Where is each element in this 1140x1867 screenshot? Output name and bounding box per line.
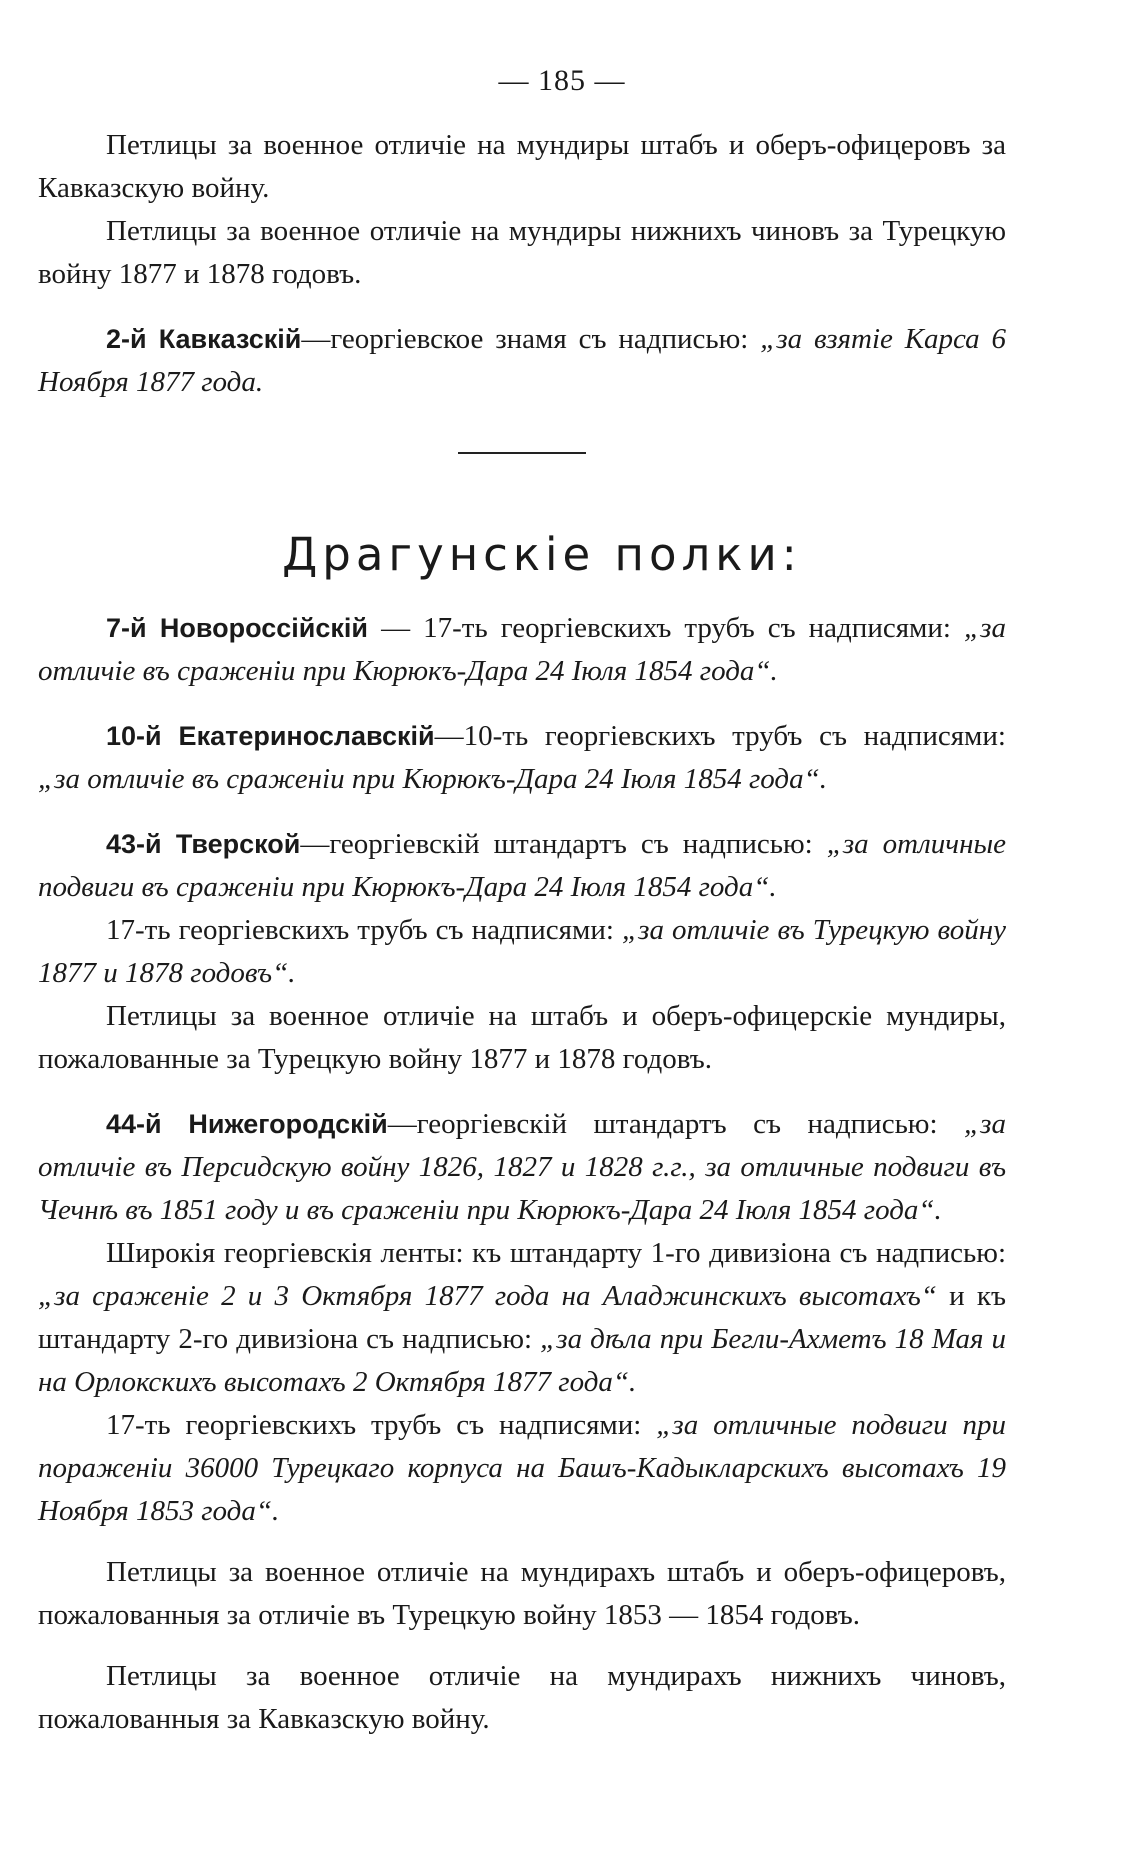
entry-2-paragraph [38, 318, 1006, 404]
section-divider [458, 452, 586, 454]
entry-text: Широкія георгіевскія ленты: къ штандарту 1-го дивизіона съ надписью: [106, 1237, 1006, 1269]
inscription-quote: „за отличіе въ Турецкую войну 1877 и 1878 годовъ“. [38, 914, 1007, 989]
inscription-quote: „за сраженіе 2 и 3 Октября 1877 года на Аладжинскихъ высотахъ“ [38, 1280, 937, 1312]
entry-10-paragraph [38, 715, 1006, 801]
entry-text: — 17-ть георгіевскихъ трубъ съ надписями: [368, 612, 965, 644]
entry-text: и къ штандарту 2-го дивизіона съ надписью: [38, 1280, 1006, 1355]
inscription-quote: „за взятіе Карса 6 Ноября 1877 года. [38, 323, 1006, 398]
entry-44-paragraph [38, 1103, 1006, 1232]
entry-43-buttonholes-paragraph: Петлицы за военное отличіе на штабъ и оберъ-офицерскіе мундиры, пожалованные за Турецкую войну 1877 и 1878 годовъ. [38, 1000, 1006, 1075]
entry-43-paragraph [38, 823, 1006, 909]
entry-text: —георгіевскій штандартъ съ надписью: [300, 828, 827, 860]
entry-text: —георгіевское знамя съ надписью: [301, 323, 761, 355]
regiment-name: 2-й Кавказскій [106, 324, 302, 354]
inscription-quote: „за отличіе въ Персидскую войну 1826, 1827 и 1828 г.г., за отличные подвиги въ Чечнѣ въ 1851 году и въ сраженіи при Кюрюкъ-Дара 24 Іюля 1854 года“. [38, 1108, 1006, 1226]
page-number: — 185 — [498, 64, 626, 97]
entry-44-trumpets-paragraph [38, 1404, 1006, 1533]
entry-44-ribbons-paragraph [38, 1232, 1006, 1404]
regiment-name: 7-й Новороссійскій [106, 613, 369, 643]
entry-text: —10-ть георгіевскихъ трубъ съ надписями: [434, 720, 1006, 752]
entry-text: 17-ть георгіевскихъ трубъ съ надписями: [106, 1409, 657, 1441]
inscription-quote: „за дѣла при Бегли-Ахметъ 18 Мая и на Орлокскихъ высотахъ 2 Октября 1877 года“. [38, 1323, 1006, 1398]
inscription-quote: „за отличные подвиги при пораженіи 36000 Турецкаго корпуса на Башъ-Кадыкларскихъ высотахъ 19 Ноября 1853 года“. [38, 1409, 1007, 1527]
entry-text: 17-ть георгіевскихъ трубъ съ надписями: [106, 914, 623, 946]
document-page [38, 64, 1006, 1741]
intro-paragraph-1: Петлицы за военное отличіе на мундиры штабъ и оберъ-офицеровъ за Кавказскую войну. [38, 129, 1006, 204]
intro-paragraph-2: Петлицы за военное отличіе на мундиры нижнихъ чиновъ за Турецкую войну 1877 и 1878 годовъ. [38, 215, 1006, 290]
regiment-name: 10-й Екатеринославскій [106, 721, 435, 751]
entry-7-paragraph [38, 607, 1006, 693]
entry-43-trumpets-paragraph [38, 909, 1006, 995]
inscription-quote: „за отличіе въ сраженіи при Кюрюкъ-Дара 24 Іюля 1854 года“. [38, 612, 1006, 687]
entry-44-ranks-buttonholes-paragraph: Петлицы за военное отличіе на мундирахъ нижнихъ чиновъ, пожалованныя за Кавказскую войну. [38, 1660, 1006, 1735]
inscription-quote: „за отличные подвиги въ сраженіи при Кюрюкъ-Дара 24 Іюля 1854 года“. [38, 828, 1006, 903]
regiment-name: 44-й Нижегородскій [106, 1109, 388, 1139]
inscription-quote: „за отличіе въ сраженіи при Кюрюкъ-Дара 24 Іюля 1854 года“. [38, 763, 827, 795]
entry-44-officer-buttonholes-paragraph: Петлицы за военное отличіе на мундирахъ штабъ и оберъ-офицеровъ, пожалованныя за отличіе въ Турецкую войну 1853 — 1854 годовъ. [38, 1556, 1006, 1631]
entry-text: —георгіевскій штандартъ съ надписью: [387, 1108, 965, 1140]
section-title: Драгунскіе полки: [282, 528, 802, 581]
regiment-name: 43-й Тверской [106, 829, 301, 859]
